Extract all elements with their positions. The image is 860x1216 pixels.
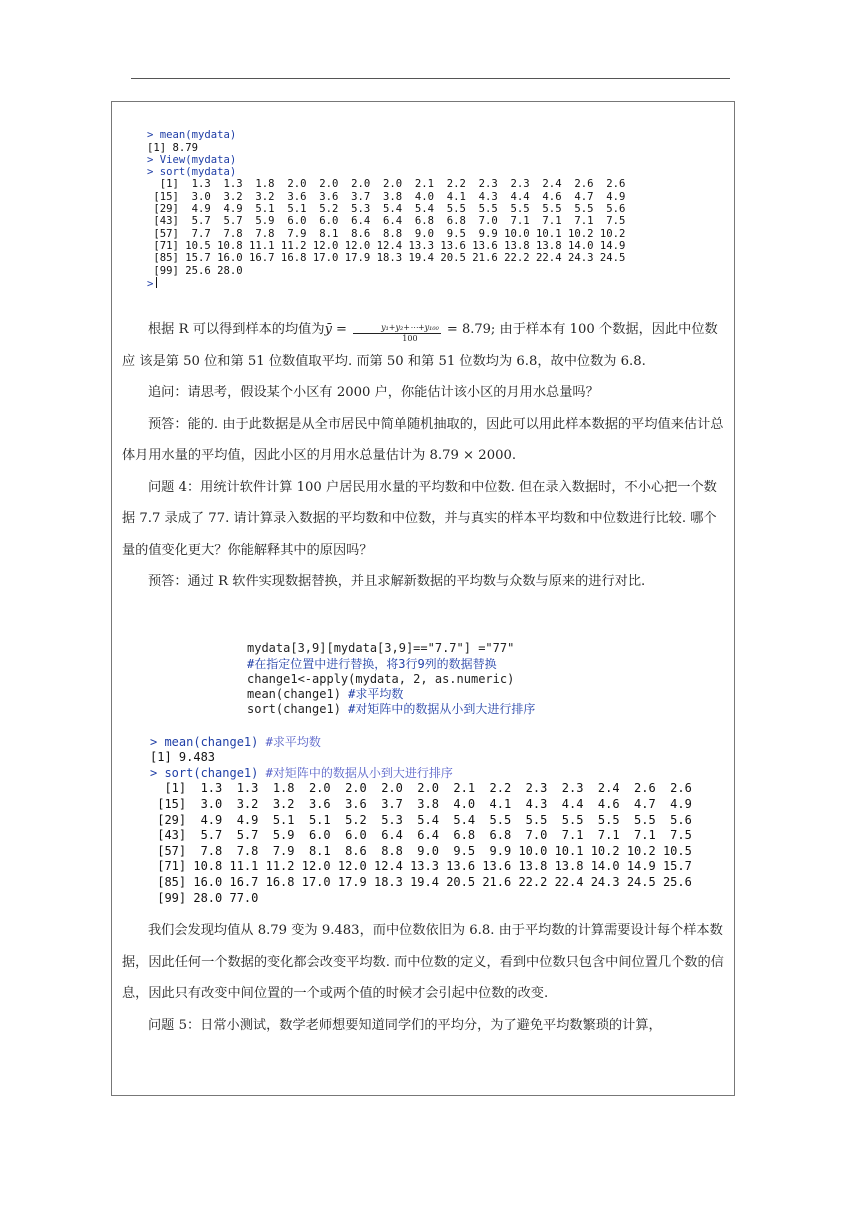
prompt-symbol: > <box>147 277 154 290</box>
console-line: > sort(mydata) <box>147 166 237 179</box>
console-line: [99] 28.0 77.0 <box>150 890 259 905</box>
r-console-1 <box>147 117 625 302</box>
text-cursor <box>156 277 157 288</box>
mean-value: = 8.79 <box>442 322 491 337</box>
console-line: [1] 1.3 1.3 1.8 2.0 2.0 2.0 2.0 2.1 2.2 2.3 2.3 2.4 2.6 2.6 <box>147 178 626 191</box>
code-line <box>247 702 535 717</box>
ybar-symbol: ȳ = <box>324 322 352 337</box>
console-line: [71] 10.8 11.1 11.2 12.0 12.0 12.4 13.3 13.6 13.6 13.8 13.8 14.0 14.9 15.7 <box>150 859 692 874</box>
console-prompt[interactable] <box>147 277 625 290</box>
console-line: [15] 3.0 3.2 3.2 3.6 3.6 3.7 3.8 4.0 4.1 4.3 4.4 4.6 4.7 4.9 <box>150 796 692 811</box>
console-line <box>150 766 692 782</box>
console-line: [43] 5.7 5.7 5.9 6.0 6.0 6.4 6.4 6.8 6.8 7.0 7.1 7.1 7.1 7.5 <box>147 215 626 228</box>
para1-post: ; 由于样本有 100 个数据，因此中位数应 该是第 50 位和第 51 位数值取平均. 而第 50 和第 51 位数均为 6.8，故中位数为 6.8. <box>122 322 718 369</box>
console-line: [99] 25.6 28.0 <box>147 264 243 277</box>
paragraph-followup-question: 追问：请思考，假设某个小区有 2000 户，你能估计该小区的月用水总量吗？ <box>148 385 599 400</box>
paragraph-question-5: 问题 5：日常小测试，数学老师想要知道同学们的平均分，为了避免平均数繁琐的计算， <box>148 1017 662 1033</box>
text-block-1 <box>122 314 728 598</box>
console-line: [15] 3.0 3.2 3.2 3.6 3.6 3.7 3.8 4.0 4.1 4.3 4.4 4.6 4.7 4.9 <box>147 190 626 203</box>
mean-formula <box>324 322 491 343</box>
fraction-numerator: y₁+y₂+⋯+y₁₀₀ <box>353 323 441 334</box>
code-text: mean(change1) <box>247 687 349 702</box>
console-line: > mean(mydata) <box>147 129 237 142</box>
console-line: [1] 1.3 1.3 1.8 2.0 2.0 2.0 2.0 2.1 2.2 2.3 2.3 2.4 2.6 2.6 <box>150 781 692 796</box>
console-cmd: > mean(change1) <box>150 734 266 749</box>
code-comment: #对矩阵中的数据从小到大进行排序 <box>348 702 536 717</box>
console-line: [1] 9.483 <box>150 750 216 765</box>
console-line: [71] 10.5 10.8 11.1 11.2 12.0 12.0 12.4 13.3 13.6 13.6 13.8 13.8 14.0 14.9 <box>147 239 626 252</box>
console-comment: #对矩阵中的数据从小到大进行排序 <box>265 765 453 780</box>
console-line <box>150 735 692 751</box>
code-line <box>247 687 535 702</box>
console-line: [57] 7.8 7.8 7.9 8.1 8.6 8.8 9.0 9.5 9.9 10.0 10.1 10.2 10.2 10.5 <box>150 843 692 858</box>
console-line: > View(mydata) <box>147 153 237 166</box>
console-line: [29] 4.9 4.9 5.1 5.1 5.2 5.3 5.4 5.4 5.5 5.5 5.5 5.5 5.5 5.6 <box>150 812 692 827</box>
code-comment: #求平均数 <box>348 687 404 702</box>
console-line: [43] 5.7 5.7 5.9 6.0 6.0 6.4 6.4 6.8 6.8 7.0 7.1 7.1 7.1 7.5 <box>150 828 692 843</box>
console-comment: #求平均数 <box>265 734 321 749</box>
r-console-2 <box>150 719 692 922</box>
console-line: [57] 7.7 7.8 7.8 7.9 8.1 8.6 8.8 9.0 9.5 9.9 10.0 10.1 10.2 10.2 <box>147 227 626 240</box>
code-line: mydata[3,9][mydata[3,9]=="7.7"] ="77" <box>247 641 515 656</box>
header-rule <box>131 78 730 79</box>
console-line: [1] 8.79 <box>147 141 199 154</box>
fraction <box>353 323 441 344</box>
console-line: [85] 15.7 16.0 16.7 16.8 17.0 17.9 18.3 19.4 20.5 21.6 22.2 22.4 24.3 24.5 <box>147 252 626 265</box>
paragraph-mean-median <box>122 314 728 377</box>
fraction-denominator: 100 <box>402 334 418 343</box>
para1-pre: 根据 R 可以得到样本的均值为 <box>148 322 325 337</box>
paragraph-answer-2: 预答：通过 R 软件实现数据替换，并且求解新数据的平均数与众数与原来的进行对比. <box>148 574 646 589</box>
paragraph-answer-1: 预答：能的. 由于此数据是从全市居民中简单随机抽取的，因此可以用此样本数据的平均值来估计总体月用水量的平均值，因此小区的月用水总量估计为 8.79 × 2000. <box>122 416 724 463</box>
text-block-2 <box>122 915 728 1041</box>
paragraph-question-4: 问题 4：用统计软件计算 100 户居民用水量的平均数和中位数. 但在录入数据时，不小心把一个数据 7.7 录成了 77. 请计算录入数据的平均数和中位数，并与真实的样本平均数和中位数进行比较. 哪个量的值变化更大？你能解释其中的原因吗？ <box>122 479 717 558</box>
paragraph-analysis: 我们会发现均值从 8.79 变为 9.483，而中位数依旧为 6.8. 由于平均数的计算需要设计每个样本数据，因此任何一个数据的变化都会改变平均数. 而中位数的定义，看到中位数只包含中间位置几个数的信息，因此只有改变中间位置的一个或两个值的时候才会引起中位数的改变. <box>122 923 724 1001</box>
console-line: [85] 16.0 16.7 16.8 17.0 17.9 18.3 19.4 20.5 21.6 22.2 22.4 24.3 24.5 25.6 <box>150 874 692 889</box>
console-line: [29] 4.9 4.9 5.1 5.1 5.2 5.3 5.4 5.4 5.5 5.5 5.5 5.5 5.5 5.6 <box>147 203 626 216</box>
code-comment: #在指定位置中进行替换，将3行9列的数据替换 <box>247 656 497 671</box>
code-line: change1<-apply(mydata, 2, as.numeric) <box>247 671 515 686</box>
console-cmd: > sort(change1) <box>150 765 266 780</box>
code-text: sort(change1) <box>247 702 349 717</box>
r-script-block <box>247 626 535 733</box>
